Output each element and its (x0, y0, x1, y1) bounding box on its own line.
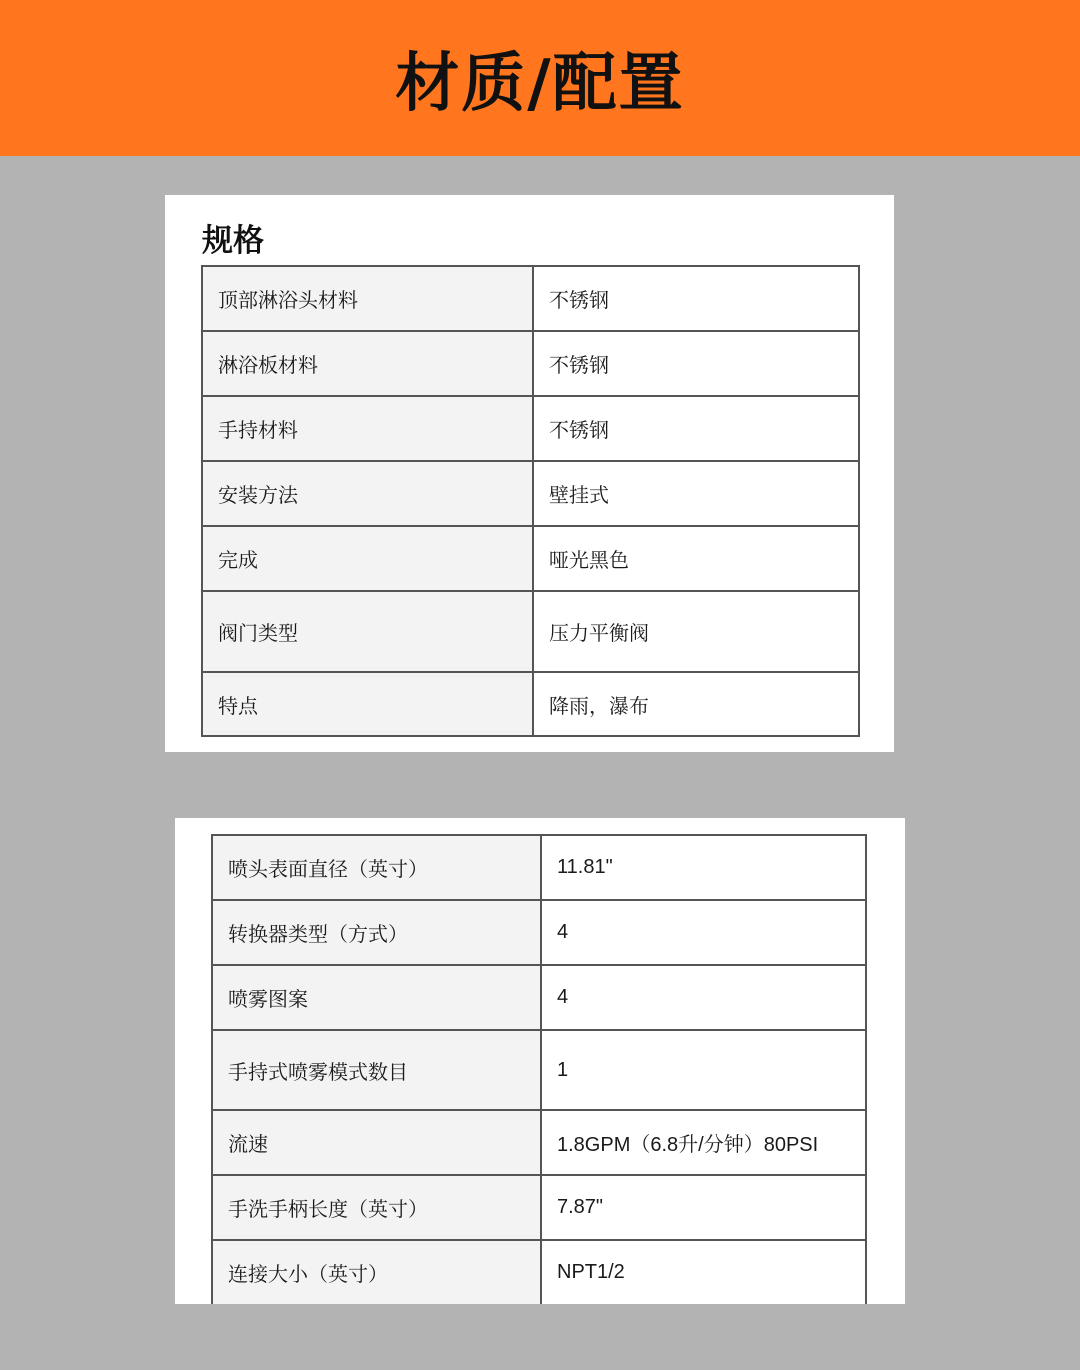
specs-table (201, 265, 860, 737)
table-row (202, 461, 859, 526)
table-row (212, 965, 866, 1030)
details-table (211, 834, 867, 1304)
detail-key: 喷头表面直径（英寸） (212, 835, 541, 900)
table-row (212, 1240, 866, 1304)
spec-value: 不锈钢 (533, 266, 859, 331)
detail-value: NPT1/2 (541, 1240, 866, 1304)
detail-key: 流速 (212, 1110, 541, 1175)
table-row (202, 526, 859, 591)
table-row (202, 672, 859, 736)
page-title: 材质/配置 (395, 47, 685, 121)
spec-value: 压力平衡阀 (533, 591, 859, 672)
table-row (202, 331, 859, 396)
spec-key: 特点 (202, 672, 533, 736)
spec-value: 壁挂式 (533, 461, 859, 526)
table-row (212, 835, 866, 900)
detail-key: 连接大小（英寸） (212, 1240, 541, 1304)
table-row (202, 396, 859, 461)
spec-key: 淋浴板材料 (202, 331, 533, 396)
detail-value: 1 (541, 1030, 866, 1110)
spec-value: 降雨，瀑布 (533, 672, 859, 736)
detail-key: 手持式喷雾模式数目 (212, 1030, 541, 1110)
detail-value: 7.87" (541, 1175, 866, 1240)
detail-value: 1.8GPM（6.8升/分钟）80PSI (541, 1110, 866, 1175)
spec-key: 安装方法 (202, 461, 533, 526)
specs-card-title: 规格 (202, 223, 264, 259)
details-card (175, 818, 905, 1304)
specs-card (165, 195, 894, 752)
detail-key: 转换器类型（方式） (212, 900, 541, 965)
header-banner (0, 0, 1080, 156)
table-row (212, 1110, 866, 1175)
spec-value: 哑光黑色 (533, 526, 859, 591)
table-row (212, 1030, 866, 1110)
detail-value: 11.81" (541, 835, 866, 900)
detail-value: 4 (541, 900, 866, 965)
spec-value: 不锈钢 (533, 396, 859, 461)
spec-value: 不锈钢 (533, 331, 859, 396)
spec-key: 完成 (202, 526, 533, 591)
table-row (202, 266, 859, 331)
detail-key: 手洗手柄长度（英寸） (212, 1175, 541, 1240)
table-row (212, 900, 866, 965)
spec-key: 阀门类型 (202, 591, 533, 672)
detail-key: 喷雾图案 (212, 965, 541, 1030)
spec-key: 手持材料 (202, 396, 533, 461)
table-row (212, 1175, 866, 1240)
detail-value: 4 (541, 965, 866, 1030)
spec-key: 顶部淋浴头材料 (202, 266, 533, 331)
table-row (202, 591, 859, 672)
